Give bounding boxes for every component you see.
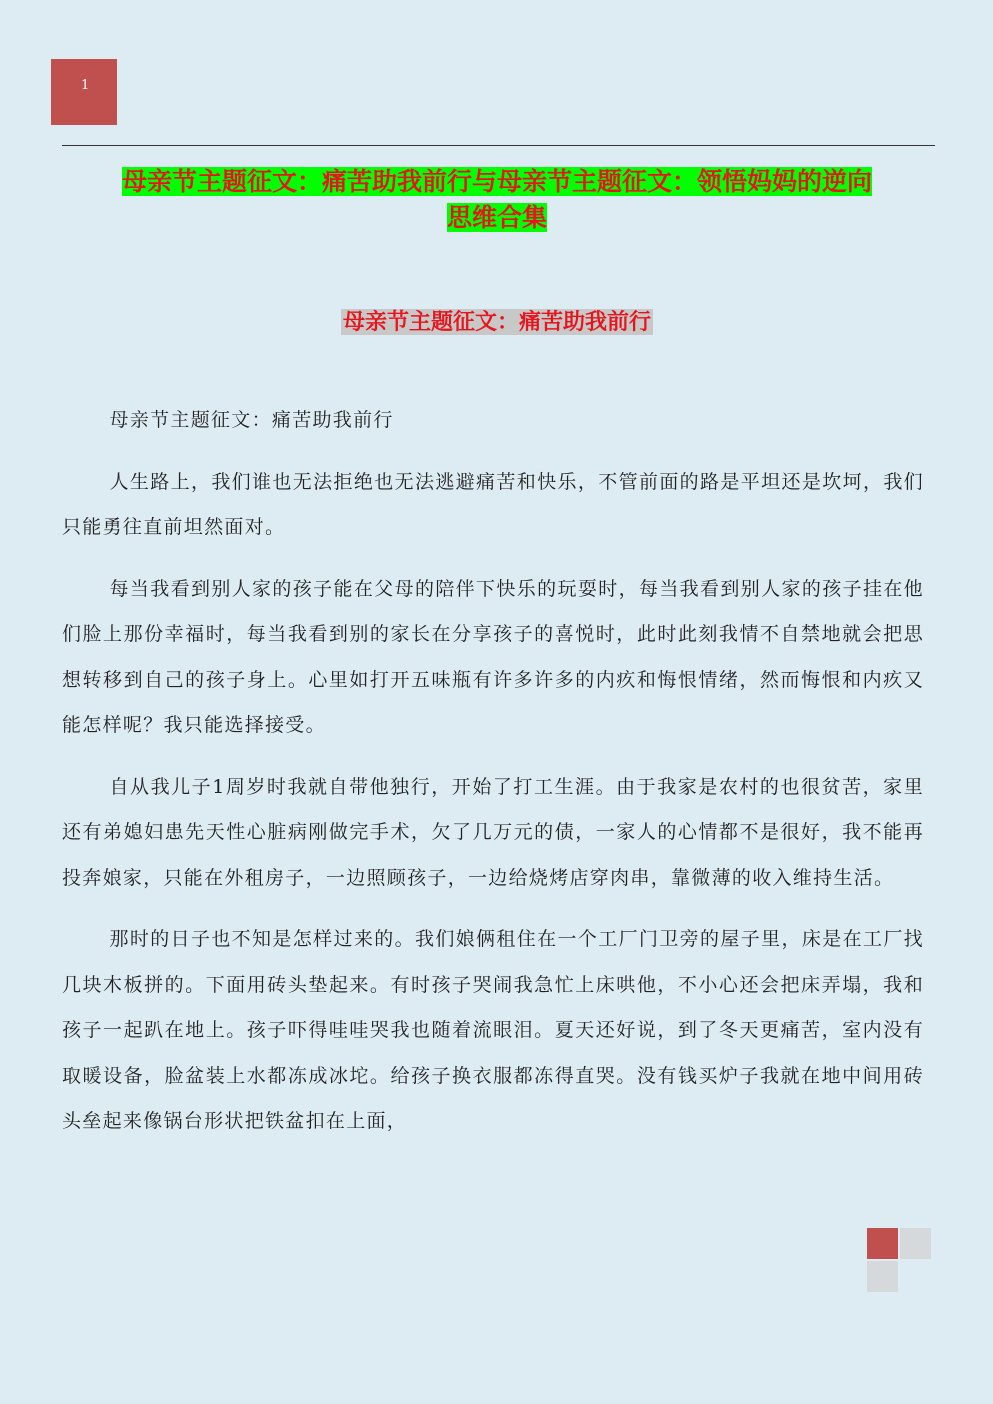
section-heading <box>62 305 932 339</box>
document-title-line-1: 母亲节主题征文：痛苦助我前行与母亲节主题征文：领悟妈妈的逆向 <box>121 167 872 196</box>
paragraph: 每当我看到别人家的孩子能在父母的陪伴下快乐的玩耍时，每当我看到别人家的孩子挂在他们脸上那份幸福时，每当我看到别的家长在分享孩子的喜悦时，此时此刻我情不自禁地就会把思想转移到自己的孩子身上。心里如打开五味瓶有许多许多的内疚和悔恨情绪，然而悔恨和内疚又能怎样呢？我只能选择接受。 <box>62 577 924 736</box>
paragraph: 母亲节主题征文：痛苦助我前行 <box>109 409 394 431</box>
decor-square-red <box>867 1228 898 1259</box>
decor-square-grey <box>900 1228 931 1259</box>
paragraph: 那时的日子也不知是怎样过来的。我们娘俩租住在一个工厂门卫旁的屋子里，床是在工厂找几块木板拼的。下面用砖头垫起来。有时孩子哭闹我急忙上床哄他，不小心还会把床弄塌，我和孩子一起趴在地上。孩子吓得哇哇哭我也随着流眼泪。夏天还好说，到了冬天更痛苦，室内没有取暖设备，脸盆装上水都冻成冰坨。给孩子换衣服都冻得直哭。没有钱买炉子我就在地中间用砖头垒起来像锅台形状把铁盆扣在上面， <box>62 928 924 1132</box>
body-text <box>62 398 924 1161</box>
page-number: 1 <box>81 78 90 93</box>
document-title <box>62 164 932 236</box>
paragraph: 人生路上，我们谁也无法拒绝也无法逃避痛苦和快乐，不管前面的路是平坦还是坎坷，我们只能勇往直前坦然面对。 <box>62 470 924 538</box>
header-rule <box>62 145 935 146</box>
paragraph: 自从我儿子1周岁时我就自带他独行，开始了打工生涯。由于我家是农村的也很贫苦，家里还有弟媳妇患先天性心脏病刚做完手术，欠了几万元的债，一家人的心情都不是很好，我不能再投奔娘家，只能在外租房子，一边照顾孩子，一边给烧烤店穿肉串，靠微薄的收入维持生活。 <box>62 775 924 889</box>
section-heading-text: 母亲节主题征文：痛苦助我前行 <box>342 309 651 335</box>
decor-square-grey <box>867 1261 898 1292</box>
page-number-badge <box>51 59 117 125</box>
document-title-line-2: 思维合集 <box>446 203 547 232</box>
